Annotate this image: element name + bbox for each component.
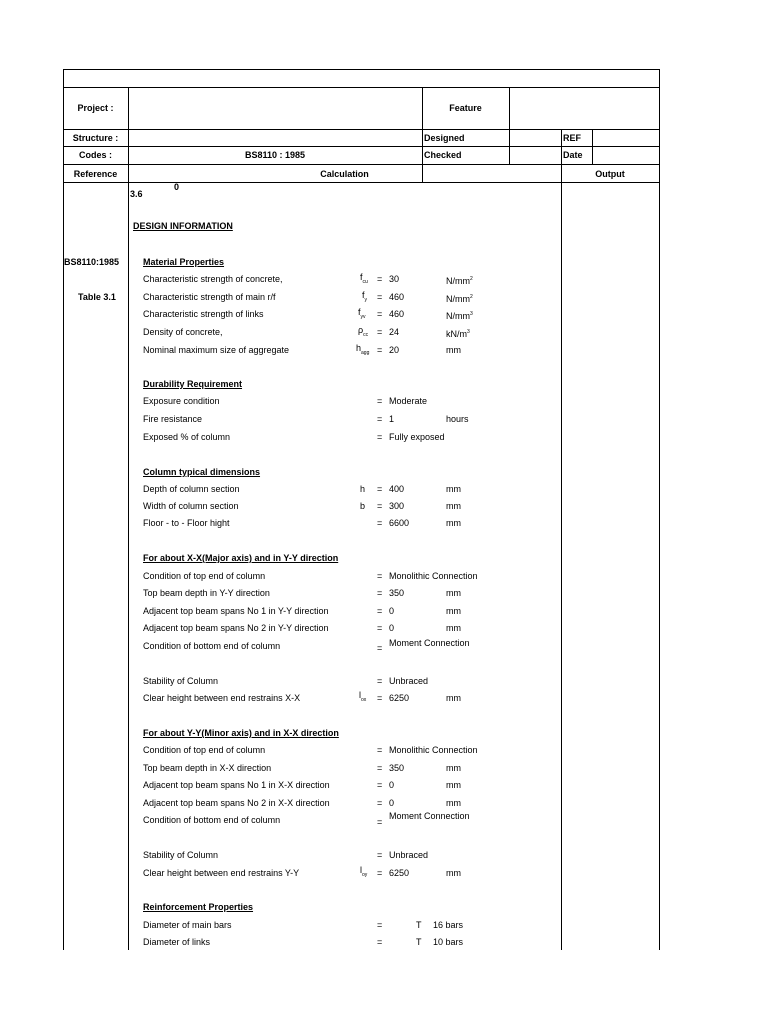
- xx-label: Top beam depth in Y-Y direction: [143, 588, 270, 598]
- equals-sign: =: [377, 817, 383, 827]
- ref-code: BS8110:1985: [64, 257, 120, 267]
- clear-height-label: Clear height between end restrains Y-Y: [143, 868, 300, 878]
- dimension-unit: mm: [446, 484, 461, 494]
- material-title: Material Properties: [143, 257, 225, 267]
- bar-prefix: T: [416, 920, 422, 930]
- xx-value: 0: [389, 623, 395, 633]
- xx-value: 0: [389, 606, 395, 616]
- material-value: 460: [389, 309, 405, 319]
- equals-sign: =: [377, 571, 383, 581]
- xx-value: Moment Connection: [389, 638, 470, 648]
- equals-sign: =: [377, 676, 383, 686]
- material-label: Density of concrete,: [143, 327, 223, 337]
- durability-label: Exposed % of column: [143, 432, 231, 442]
- clear-height-symbol: $l_{ox}$: [359, 690, 367, 703]
- yy-value: 0: [389, 798, 395, 808]
- equals-sign: =: [377, 327, 383, 337]
- dimension-value: 300: [389, 501, 405, 511]
- dimension-unit: mm: [446, 518, 461, 528]
- material-value: 24: [389, 327, 400, 337]
- section-zero: 0: [174, 182, 180, 192]
- xx-label: Condition of bottom end of column: [143, 641, 281, 651]
- equals-sign: =: [377, 868, 383, 878]
- project-label: Project :: [77, 103, 114, 113]
- reinforcement-label: Diameter of main bars: [143, 920, 232, 930]
- structure-label: Structure :: [72, 133, 119, 143]
- yy-label: Condition of bottom end of column: [143, 815, 281, 825]
- equals-sign: =: [377, 693, 383, 703]
- bar-value: 10 bars: [433, 937, 464, 947]
- material-unit: $N/mm^2$: [446, 294, 473, 304]
- equals-sign: =: [377, 345, 383, 355]
- bar-prefix: T: [416, 937, 422, 947]
- calculation-label: Calculation: [320, 169, 369, 179]
- xx-label: Condition of top end of column: [143, 571, 266, 581]
- xx-label: Adjacent top beam spans No 2 in Y-Y direction: [143, 623, 329, 633]
- equals-sign: =: [377, 763, 383, 773]
- equals-sign: =: [377, 920, 383, 930]
- equals-sign: =: [377, 484, 383, 494]
- dimension-value: 6600: [389, 518, 410, 528]
- yy-unit: mm: [446, 798, 461, 808]
- date-label: Date: [563, 150, 583, 160]
- equals-sign: =: [377, 432, 383, 442]
- material-value: 460: [389, 292, 405, 302]
- equals-sign: =: [377, 518, 383, 528]
- durability-value: Moderate: [389, 396, 428, 406]
- clear-height-label: Clear height between end restrains X-X: [143, 693, 301, 703]
- equals-sign: =: [377, 745, 383, 755]
- bar-value: 16 bars: [433, 920, 464, 930]
- material-label: Nominal maximum size of aggregate: [143, 345, 290, 355]
- xx-unit: mm: [446, 588, 461, 598]
- density-symbol: $\rho_{cc}$: [358, 325, 369, 338]
- equals-sign: =: [377, 396, 383, 406]
- reference-label: Reference: [73, 169, 118, 179]
- reinforcement-title: Reinforcement Properties: [143, 902, 254, 912]
- ref-table: Table 3.1: [78, 292, 116, 302]
- clear-height-unit: mm: [446, 868, 461, 878]
- material-label: Characteristic strength of links: [143, 309, 264, 319]
- yy-value: 0: [389, 780, 395, 790]
- aggregate-symbol: $h_{agg}$: [356, 343, 370, 356]
- xx-label: Adjacent top beam spans No 1 in Y-Y direction: [143, 606, 329, 616]
- dimension-label: Floor - to - Floor hight: [143, 518, 230, 528]
- equals-sign: =: [377, 937, 383, 947]
- strength-symbol: $f_{cu}$: [360, 272, 368, 285]
- dimension-symbol: h: [360, 484, 366, 494]
- equals-sign: =: [377, 414, 383, 424]
- xx-unit: mm: [446, 623, 461, 633]
- material-label: Characteristic strength of concrete,: [143, 274, 283, 284]
- yy-value: Moment Connection: [389, 811, 470, 821]
- ref-label: REF: [563, 133, 581, 143]
- yy-unit: mm: [446, 780, 461, 790]
- xx-title: For about X-X(Major axis) and in Y-Y direction: [143, 553, 339, 563]
- dimension-label: Width of column section: [143, 501, 239, 511]
- equals-sign: =: [377, 606, 383, 616]
- xx-unit: mm: [446, 606, 461, 616]
- yy-value: Monolithic Connection: [389, 745, 478, 755]
- xx-value: 350: [389, 588, 405, 598]
- durability-label: Exposure condition: [143, 396, 220, 406]
- durability-value: Fully exposed: [389, 432, 445, 442]
- durability-title: Durability Requirement: [143, 379, 243, 389]
- yy-title: For about Y-Y(Minor axis) and in X-X direction: [143, 728, 339, 738]
- dimensions-title: Column typical dimensions: [143, 467, 261, 477]
- equals-sign: =: [377, 588, 383, 598]
- equals-sign: =: [377, 850, 383, 860]
- yy-unit: mm: [446, 763, 461, 773]
- equals-sign: =: [377, 780, 383, 790]
- codes-value: BS8110 : 1985: [244, 150, 306, 160]
- durability-value: 1: [389, 414, 395, 424]
- xx-value: Monolithic Connection: [389, 571, 478, 581]
- material-label: Characteristic strength of main r/f: [143, 292, 276, 302]
- checked-label: Checked: [424, 150, 462, 160]
- equals-sign: =: [377, 501, 383, 511]
- yy-label: Adjacent top beam spans No 1 in X-X direction: [143, 780, 330, 790]
- material-value: 20: [389, 345, 400, 355]
- clear-height-unit: mm: [446, 693, 461, 703]
- clear-height-symbol: $l_{oy}$: [360, 865, 368, 878]
- yy-label: Top beam depth in X-X direction: [143, 763, 272, 773]
- durability-unit: hours: [446, 414, 469, 424]
- feature-label: Feature: [449, 103, 482, 113]
- dimension-value: 400: [389, 484, 405, 494]
- equals-sign: =: [377, 798, 383, 808]
- stability-label: Stability of Column: [143, 850, 219, 860]
- equals-sign: =: [377, 292, 383, 302]
- durability-label: Fire resistance: [143, 414, 203, 424]
- dimension-unit: mm: [446, 501, 461, 511]
- clear-height-value: 6250: [389, 693, 410, 703]
- reinforcement-label: Diameter of links: [143, 937, 211, 947]
- material-unit: $kN/m^3$: [446, 329, 470, 339]
- yy-label: Adjacent top beam spans No 2 in X-X direction: [143, 798, 330, 808]
- strength-symbol: $f_{yv}$: [358, 307, 366, 320]
- equals-sign: =: [377, 309, 383, 319]
- codes-label: Codes :: [78, 150, 112, 160]
- stability-label: Stability of Column: [143, 676, 219, 686]
- output-label: Output: [595, 169, 625, 179]
- section-number: 3.6: [130, 189, 143, 199]
- yy-label: Condition of top end of column: [143, 745, 266, 755]
- stability-value: Unbraced: [389, 850, 429, 860]
- material-unit: $N/mm^3$: [446, 311, 473, 321]
- clear-height-value: 6250: [389, 868, 410, 878]
- equals-sign: =: [377, 274, 383, 284]
- equals-sign: =: [377, 623, 383, 633]
- material-value: 30: [389, 274, 400, 284]
- yy-value: 350: [389, 763, 405, 773]
- dimension-symbol: b: [360, 501, 366, 511]
- equals-sign: =: [377, 643, 383, 653]
- design-info-title: DESIGN INFORMATION: [133, 221, 233, 231]
- dimension-label: Depth of column section: [143, 484, 240, 494]
- material-unit: mm: [446, 345, 461, 355]
- material-unit: $N/mm^2$: [446, 276, 473, 286]
- strength-symbol: $f_y$: [362, 290, 368, 303]
- stability-value: Unbraced: [389, 676, 429, 686]
- designed-label: Designed: [424, 133, 465, 143]
